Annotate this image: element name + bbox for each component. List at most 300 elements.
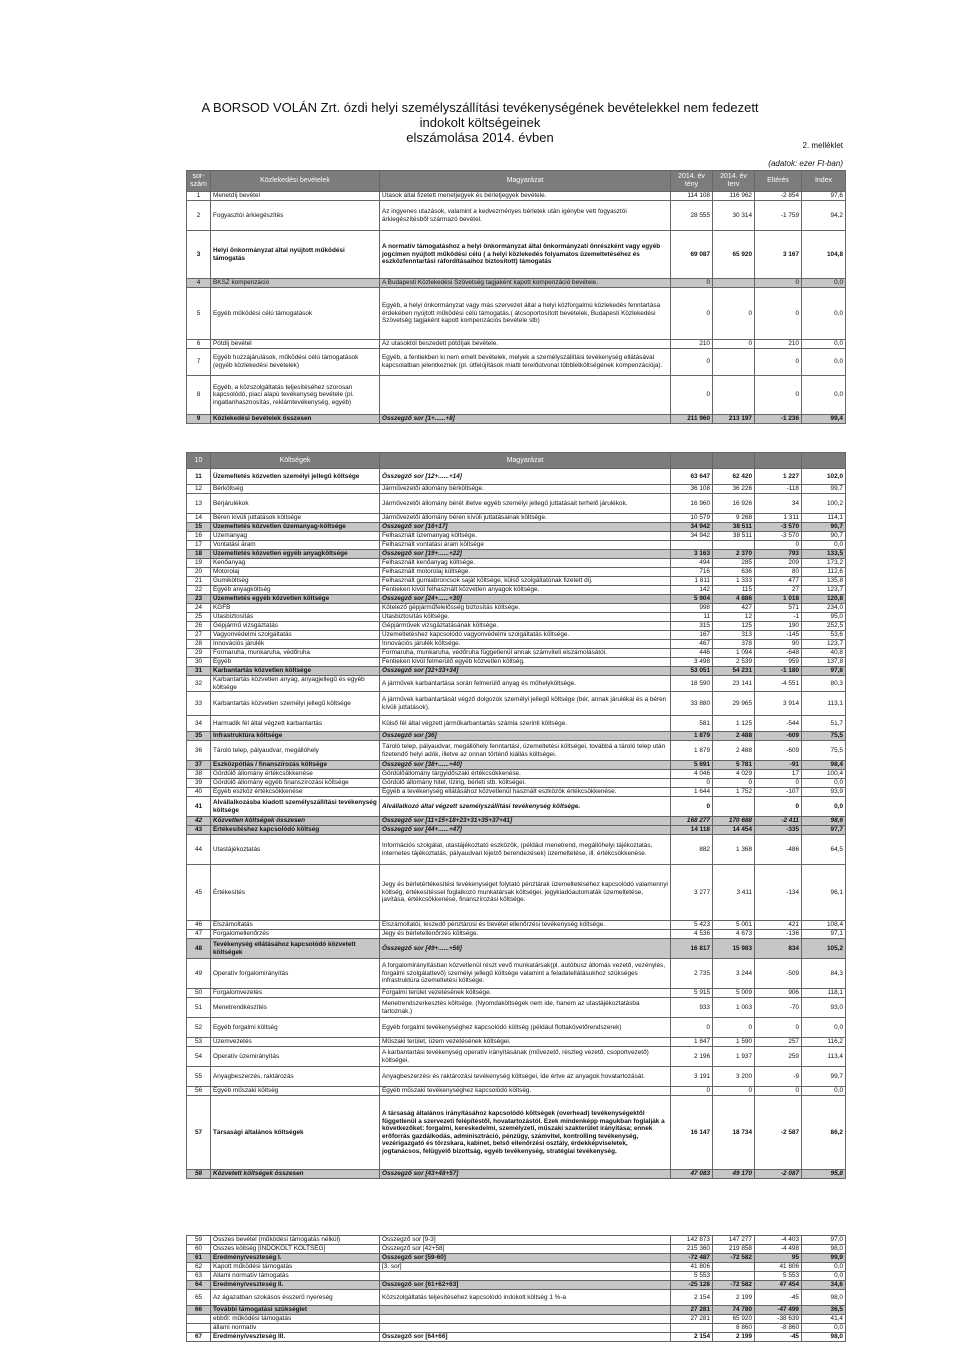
value-index: 116,2	[802, 1038, 846, 1047]
value-index: 99,4	[802, 415, 846, 424]
value-difference: 90	[755, 640, 802, 649]
value-plan: 125	[713, 622, 755, 631]
value-plan: 3 411	[713, 865, 755, 921]
value-actual: 14 118	[671, 826, 713, 835]
table-row	[187, 485, 846, 494]
row-number: 61	[187, 1254, 211, 1263]
value-plan: 213 197	[713, 415, 755, 424]
row-number: 31	[187, 667, 211, 676]
row-name: Egyéb forgalmi költség	[211, 1018, 380, 1038]
value-difference: 210	[755, 340, 802, 349]
table-row	[187, 1290, 846, 1306]
value-plan: 427	[713, 604, 755, 613]
table-row	[187, 1245, 846, 1254]
row-name: Üzemvezetés	[211, 1038, 380, 1047]
value-actual: 34 942	[671, 532, 713, 541]
document-title	[190, 100, 770, 145]
row-explanation: Külső fél által végzett járműkarbantartás számla szerinti költsége.	[380, 716, 671, 732]
value-index: 252,5	[802, 622, 846, 631]
row-name: Bérjárulékok	[211, 494, 380, 514]
row-name: Operatív forgalomirányítás	[211, 959, 380, 989]
value-difference: 0	[755, 797, 802, 817]
table-row	[187, 761, 846, 770]
row-number: 37	[187, 761, 211, 770]
row-number: 49	[187, 959, 211, 989]
table-row	[187, 469, 846, 485]
cost-table	[186, 452, 846, 1179]
value-difference: 0	[755, 349, 802, 376]
value-index: 51,7	[802, 716, 846, 732]
value-actual: 716	[671, 568, 713, 577]
table-row	[187, 376, 846, 415]
value-actual: 882	[671, 835, 713, 865]
row-number: 40	[187, 788, 211, 797]
row-number: 55	[187, 1067, 211, 1087]
value-plan: 313	[713, 631, 755, 640]
row-explanation: Utasbiztosítás költsége.	[380, 613, 671, 622]
row-number: 34	[187, 716, 211, 732]
row-explanation: Járművezetői állomány bérköltsége.	[380, 485, 671, 494]
row-explanation: Összegző sor [42+58]	[380, 1245, 671, 1254]
value-plan: 1 333	[713, 577, 755, 586]
value-actual: 142 873	[671, 1236, 713, 1245]
value-index: 112,6	[802, 568, 846, 577]
row-name: Formaruha, munkaruha, védőruha	[211, 649, 380, 658]
table-row	[187, 1018, 846, 1038]
row-explanation: [3. sor]	[380, 1263, 671, 1272]
value-plan: 285	[713, 559, 755, 568]
row-name: Helyi önkormányzat által nyújtott működési támogatás	[211, 231, 380, 279]
value-plan	[713, 1272, 755, 1281]
value-actual: 2 735	[671, 959, 713, 989]
row-name: Anyagbeszerzés, raktározás	[211, 1067, 380, 1087]
value-difference: 906	[755, 989, 802, 998]
table-row	[187, 494, 846, 514]
row-explanation: Egyéb a tevékenység ellátásához közvetlenül használt eszközök értékcsökkenése.	[380, 788, 671, 797]
value-plan: 2 539	[713, 658, 755, 667]
value-difference: -107	[755, 788, 802, 797]
table-row	[187, 288, 846, 340]
value-plan: 115	[713, 586, 755, 595]
row-number: 16	[187, 532, 211, 541]
row-number: 5	[187, 288, 211, 340]
row-name: Kenőanyag	[211, 559, 380, 568]
table-row	[187, 550, 846, 559]
value-difference: -3 570	[755, 532, 802, 541]
value-plan: 4 886	[713, 595, 755, 604]
value-plan: 14 454	[713, 826, 755, 835]
value-difference: 0	[755, 541, 802, 550]
table-row	[187, 1087, 846, 1096]
row-explanation: Összegző sor [16+17]	[380, 523, 671, 532]
table-row	[187, 1236, 846, 1245]
value-difference: -486	[755, 835, 802, 865]
row-explanation: Összegző sor [38+......+40]	[380, 761, 671, 770]
value-difference: 0	[755, 1087, 802, 1096]
value-index: 100,2	[802, 494, 846, 514]
row-name: Összes költség [INDOKOLT KÖLTSÉG]	[211, 1245, 380, 1254]
row-explanation: A forgalomirányításban közvetlenül részt vevő munkatársak(pl. autóbusz állomás vezető, vezénylés, forgalmi szolgálattevő) személyi jellegű költsége valamint a feladatellátásukhoz szükséges infrastruktúra üzemeltetési költsége.	[380, 959, 671, 989]
value-difference: -45	[755, 1290, 802, 1306]
value-plan	[713, 376, 755, 415]
row-explanation: Összegző sor [43+48+57]	[380, 1170, 671, 1179]
value-plan: 170 688	[713, 817, 755, 826]
value-index: 95,0	[802, 613, 846, 622]
table-row	[187, 716, 846, 732]
value-index: 0,0	[802, 1018, 846, 1038]
value-actual: 167	[671, 631, 713, 640]
table-row	[187, 865, 846, 921]
row-name: Menetdíj bevétel	[211, 192, 380, 201]
value-index: 96,1	[802, 865, 846, 921]
row-explanation: Összegző sor [19+......+22]	[380, 550, 671, 559]
value-difference: -1 180	[755, 667, 802, 676]
row-name: Értékesítés	[211, 865, 380, 921]
title-line-2: elszámolása 2014. évben	[406, 130, 554, 145]
value-plan: 2 488	[713, 732, 755, 741]
table-row	[187, 676, 846, 692]
row-explanation	[380, 376, 671, 415]
row-number: 30	[187, 658, 211, 667]
value-index: 93,0	[802, 998, 846, 1018]
annex-label: 2. melléklet	[802, 141, 843, 150]
value-actual: 5 553	[671, 1272, 713, 1281]
row-explanation	[380, 1272, 671, 1281]
value-actual: 215 360	[671, 1245, 713, 1254]
value-index: 0,0	[802, 1324, 846, 1333]
row-number: 36	[187, 741, 211, 761]
row-name: BKSZ kompenzáció	[211, 279, 380, 288]
row-explanation: Formaruha, munkaruha, védőruha függetlenül annak számviteli elszámolásától.	[380, 649, 671, 658]
row-explanation: Összegző sor [44+......+47]	[380, 826, 671, 835]
value-actual: 0	[671, 279, 713, 288]
row-number: 11	[187, 469, 211, 485]
value-difference: 47 454	[755, 1281, 802, 1290]
table-row	[187, 1333, 846, 1342]
value-plan: 1 937	[713, 1047, 755, 1067]
value-difference: -3 570	[755, 523, 802, 532]
table-row	[187, 577, 846, 586]
row-number: 33	[187, 692, 211, 716]
value-plan: 116 962	[713, 192, 755, 201]
row-explanation: A normatív támogatáshoz a helyi önkormányzat által önkormányzati önrészként vagy egyéb jogcímen nyújtott működési célú ( a helyi közlekedés folyamatos üzemeltetéséhez és eszközfenntartási ráfordításaihoz biztosított) támogatás	[380, 231, 671, 279]
row-explanation: A társaság általános irányításához kapcsolódó költségek (overhead) tevékenységektől függetlenül a szervezeti felépítéstől, hovatartozástól. Ezek mindenképp magukban foglalják a következőket: forgalmi, kereskedelmi, személyzeti, műszaki szakterület irányítása; ennek erőforrás gazdálkodás, adminisztráció, pénzügy, számvitel, kontrolling tevékenység, vezérigazgató és törzskara, kabinet, belső ellenőrzési osztály, érdekképviseletek, jogtanácsos, felügyelő bizottság, egyéb tevékenység, stratégiai tevékenység.	[380, 1096, 671, 1170]
value-index: 97,1	[802, 930, 846, 939]
row-explanation: Összegző sor [24+......+30]	[380, 595, 671, 604]
row-number: 47	[187, 930, 211, 939]
value-difference: 0	[755, 288, 802, 340]
value-plan: -72 582	[713, 1281, 755, 1290]
value-actual: 211 960	[671, 415, 713, 424]
value-index: 98,0	[802, 1245, 846, 1254]
row-explanation: Forgalmi terület vezetésének költsége.	[380, 989, 671, 998]
value-difference: -609	[755, 732, 802, 741]
table-row	[187, 532, 846, 541]
row-name: állami normatív	[211, 1324, 380, 1333]
row-explanation: Felhasznált gumiabroncsok saját költsége, külső szolgáltatónak fizetett díj.	[380, 577, 671, 586]
table-row	[187, 797, 846, 817]
value-actual: 11	[671, 613, 713, 622]
row-name: KGFB	[211, 604, 380, 613]
row-number: 39	[187, 779, 211, 788]
row-name: Utasbiztosítás	[211, 613, 380, 622]
value-index: 99,9	[802, 1254, 846, 1263]
value-plan: 1 003	[713, 998, 755, 1018]
value-index: 97,0	[802, 1236, 846, 1245]
row-name: Értékesítéshez kapcsolódó költség	[211, 826, 380, 835]
value-actual: 210	[671, 340, 713, 349]
value-plan: 18 734	[713, 1096, 755, 1170]
row-number: 44	[187, 835, 211, 865]
value-plan: 49 170	[713, 1170, 755, 1179]
value-plan: 219 858	[713, 1245, 755, 1254]
row-number: 51	[187, 998, 211, 1018]
row-explanation: Felhasznált motorolaj költsége.	[380, 568, 671, 577]
unit-note: (adatok: ezer Ft-ban)	[768, 159, 843, 168]
value-index: 0,0	[802, 279, 846, 288]
row-name: Bérköltség	[211, 485, 380, 494]
col-row-number: sor-szám	[187, 171, 211, 192]
value-actual: 63 647	[671, 469, 713, 485]
value-difference: -4 551	[755, 676, 802, 692]
value-index: 98,0	[802, 1333, 846, 1342]
value-difference: -2 087	[755, 1170, 802, 1179]
table-row	[187, 998, 846, 1018]
value-plan: 0	[713, 340, 755, 349]
table-row	[187, 692, 846, 716]
row-explanation	[380, 1315, 671, 1324]
row-name: További támogatási szükséglet	[211, 1306, 380, 1315]
table-row	[187, 279, 846, 288]
row-number: 15	[187, 523, 211, 532]
row-number: 4	[187, 279, 211, 288]
value-index: 34,6	[802, 1281, 846, 1290]
value-plan: 5 001	[713, 921, 755, 930]
value-actual: 10 579	[671, 514, 713, 523]
table-row	[187, 604, 846, 613]
value-difference: 571	[755, 604, 802, 613]
row-explanation: A Budapesti Közlekedési Szövetség tagjaként kapott kompenzáció bevétele.	[380, 279, 671, 288]
value-actual: 0	[671, 376, 713, 415]
table-row	[187, 1263, 846, 1272]
row-explanation: A járművek karbantartása során felmerülő anyag és műhelyköltsége.	[380, 676, 671, 692]
row-number: 27	[187, 631, 211, 640]
value-plan: 1 590	[713, 1038, 755, 1047]
row-number: 41	[187, 797, 211, 817]
row-number: 59	[187, 1236, 211, 1245]
table-row	[187, 640, 846, 649]
value-actual: 1 644	[671, 788, 713, 797]
value-difference: 257	[755, 1038, 802, 1047]
value-actual: 1 879	[671, 741, 713, 761]
row-name: Egyéb, a közszolgáltatás teljesítéséhez szorosan kapcsolódó, piaci alapú tevékenység bevétele (pl. ingatlanhasznosítás, reklámtevékenység, egyéb)	[211, 376, 380, 415]
row-number: 6	[187, 340, 211, 349]
table-row	[187, 613, 846, 622]
value-plan	[713, 1263, 755, 1272]
value-difference: 259	[755, 1047, 802, 1067]
row-number: 21	[187, 577, 211, 586]
table-row	[187, 1096, 846, 1170]
value-actual: 33 880	[671, 692, 713, 716]
table-row	[187, 231, 846, 279]
row-explanation: Egyéb forgalmi tevékenységhez kapcsolódó költség (például flottakövetőrendszerek)	[380, 1018, 671, 1038]
value-plan: 12	[713, 613, 755, 622]
value-plan: 147 277	[713, 1236, 755, 1245]
row-number: 60	[187, 1245, 211, 1254]
table-row	[187, 1306, 846, 1315]
row-number: 56	[187, 1087, 211, 1096]
row-explanation: Összegző sor [9-3]	[380, 1236, 671, 1245]
row-explanation: Jegy és bérletellenőrzés költsége.	[380, 930, 671, 939]
value-index: 0,0	[802, 1272, 846, 1281]
row-name: Forgalomvezetés	[211, 989, 380, 998]
value-index: 41,4	[802, 1315, 846, 1324]
value-plan: 1 125	[713, 716, 755, 732]
value-actual: 3 277	[671, 865, 713, 921]
value-actual: 47 083	[671, 1170, 713, 1179]
row-name: Operatív üzemirányítás	[211, 1047, 380, 1067]
value-index: 120,8	[802, 595, 846, 604]
row-name: Egyéb működési célú támogatások	[211, 288, 380, 340]
value-actual: 168 277	[671, 817, 713, 826]
value-index: 113,4	[802, 1047, 846, 1067]
row-name: Harmadik fél által végzett karbantartás	[211, 716, 380, 732]
value-plan: 30 314	[713, 201, 755, 231]
value-index: 80,3	[802, 676, 846, 692]
row-number: 13	[187, 494, 211, 514]
value-index: 97,8	[802, 667, 846, 676]
row-number: 50	[187, 989, 211, 998]
row-name: Tevékenység ellátásához kapcsolódó közvetett költségek	[211, 939, 380, 959]
row-name: Egyéb eszköz értékcsökkenése	[211, 788, 380, 797]
row-name: Fogyasztói árkiegészítés	[211, 201, 380, 231]
row-explanation: Gördülőállomány tárgyidőszaki értékcsökkenése.	[380, 770, 671, 779]
value-plan: 0	[713, 779, 755, 788]
value-actual: 16 817	[671, 939, 713, 959]
value-difference: -70	[755, 998, 802, 1018]
value-actual: 998	[671, 604, 713, 613]
row-name: Összes bevétel (működési támogatás nélkül)	[211, 1236, 380, 1245]
table-row	[187, 835, 846, 865]
value-actual: 28 555	[671, 201, 713, 231]
value-index: 95,8	[802, 1170, 846, 1179]
col-plan-2014: 2014. év terv	[713, 171, 755, 192]
table-row	[187, 817, 846, 826]
value-actual: 5 915	[671, 989, 713, 998]
col-index: Index	[802, 171, 846, 192]
row-explanation: Felhasznált üzemanyag költsége.	[380, 532, 671, 541]
value-actual: 0	[671, 288, 713, 340]
row-explanation: Információs szolgálat, utastájékoztató eszközök, (például menetrend, megállóhelyi tájékoztatás, internetes tájékoztatás, pályaudvari kijelző berendezések) üzemeltetése, ill. értékcsökkenése.	[380, 835, 671, 865]
value-difference: -335	[755, 826, 802, 835]
value-difference: -9	[755, 1067, 802, 1087]
col-explanation: Magyarázat	[380, 171, 671, 192]
value-index: 97,7	[802, 826, 846, 835]
value-difference: -544	[755, 716, 802, 732]
value-actual: 0	[671, 797, 713, 817]
revenue-table	[186, 170, 846, 424]
table-row	[187, 595, 846, 604]
row-explanation: Összegző sor [59-60]	[380, 1254, 671, 1263]
row-explanation: Gördülő állomány hitel, lízing, bérleti stb. költségei.	[380, 779, 671, 788]
row-explanation: A járművek karbantartását végző dolgozók személyi jellegű költsége (bér, annak járulékai és a béren kívüli juttatások).	[380, 692, 671, 716]
value-index: 98,4	[802, 761, 846, 770]
value-index: 64,5	[802, 835, 846, 865]
value-actual: 27 281	[671, 1306, 713, 1315]
value-index: 0,0	[802, 349, 846, 376]
value-plan: 1 752	[713, 788, 755, 797]
row-number	[187, 1315, 211, 1324]
row-number: 42	[187, 817, 211, 826]
value-actual: 53 051	[671, 667, 713, 676]
value-difference: 190	[755, 622, 802, 631]
value-index: 114,1	[802, 514, 846, 523]
row-number: 22	[187, 586, 211, 595]
value-plan: 5 781	[713, 761, 755, 770]
table-row	[187, 770, 846, 779]
table-row	[187, 779, 846, 788]
value-index: 234,0	[802, 604, 846, 613]
value-actual: 5 904	[671, 595, 713, 604]
value-actual: 0	[671, 349, 713, 376]
table-row	[187, 741, 846, 761]
value-difference: -45	[755, 1333, 802, 1342]
value-actual: 933	[671, 998, 713, 1018]
value-difference: 477	[755, 577, 802, 586]
row-name: Béren kívüli juttatások költsége	[211, 514, 380, 523]
row-number: 26	[187, 622, 211, 631]
row-number: 23	[187, 595, 211, 604]
value-actual: 2 196	[671, 1047, 713, 1067]
row-explanation: Utasok által fizetett menetjegyek és bérletjegyek bevétele.	[380, 192, 671, 201]
row-explanation: Menetrendszerkesztés költsége. (Nyomdaköltségek nem ide, hanem az utastájékoztatásba tartoznak.)	[380, 998, 671, 1018]
value-plan: 4 673	[713, 930, 755, 939]
table-row	[187, 415, 846, 424]
row-name: Infrastruktúra költsége	[211, 732, 380, 741]
value-index: 173,2	[802, 559, 846, 568]
value-difference: 834	[755, 939, 802, 959]
value-difference: 95	[755, 1254, 802, 1263]
row-name: Elszámoltatás	[211, 921, 380, 930]
value-actual: 446	[671, 649, 713, 658]
value-index: 102,0	[802, 469, 846, 485]
row-name: Gépjármű vizsgáztatás	[211, 622, 380, 631]
table-row	[187, 622, 846, 631]
value-index: 118,1	[802, 989, 846, 998]
value-plan: 378	[713, 640, 755, 649]
value-index: 0,0	[802, 541, 846, 550]
row-number: 45	[187, 865, 211, 921]
value-index: 0,0	[802, 288, 846, 340]
value-index: 93,9	[802, 788, 846, 797]
value-index: 0,0	[802, 1087, 846, 1096]
row-number: 3	[187, 231, 211, 279]
row-explanation: Összegző sor [12+......+14]	[380, 469, 671, 485]
value-plan: 3 200	[713, 1067, 755, 1087]
value-actual: -25 128	[671, 1281, 713, 1290]
row-name: Tároló telep, pályaudvar, megállóhely	[211, 741, 380, 761]
value-index: 123,7	[802, 640, 846, 649]
table-row	[187, 1047, 846, 1067]
value-difference: -1 759	[755, 201, 802, 231]
table-row	[187, 523, 846, 532]
row-explanation: Összegző sor [61+62+63]	[380, 1281, 671, 1290]
value-index: 53,6	[802, 631, 846, 640]
value-difference: 793	[755, 550, 802, 559]
row-explanation: Gépjárművek vizsgáztatásának költsége.	[380, 622, 671, 631]
row-number: 18	[187, 550, 211, 559]
table-row	[187, 939, 846, 959]
